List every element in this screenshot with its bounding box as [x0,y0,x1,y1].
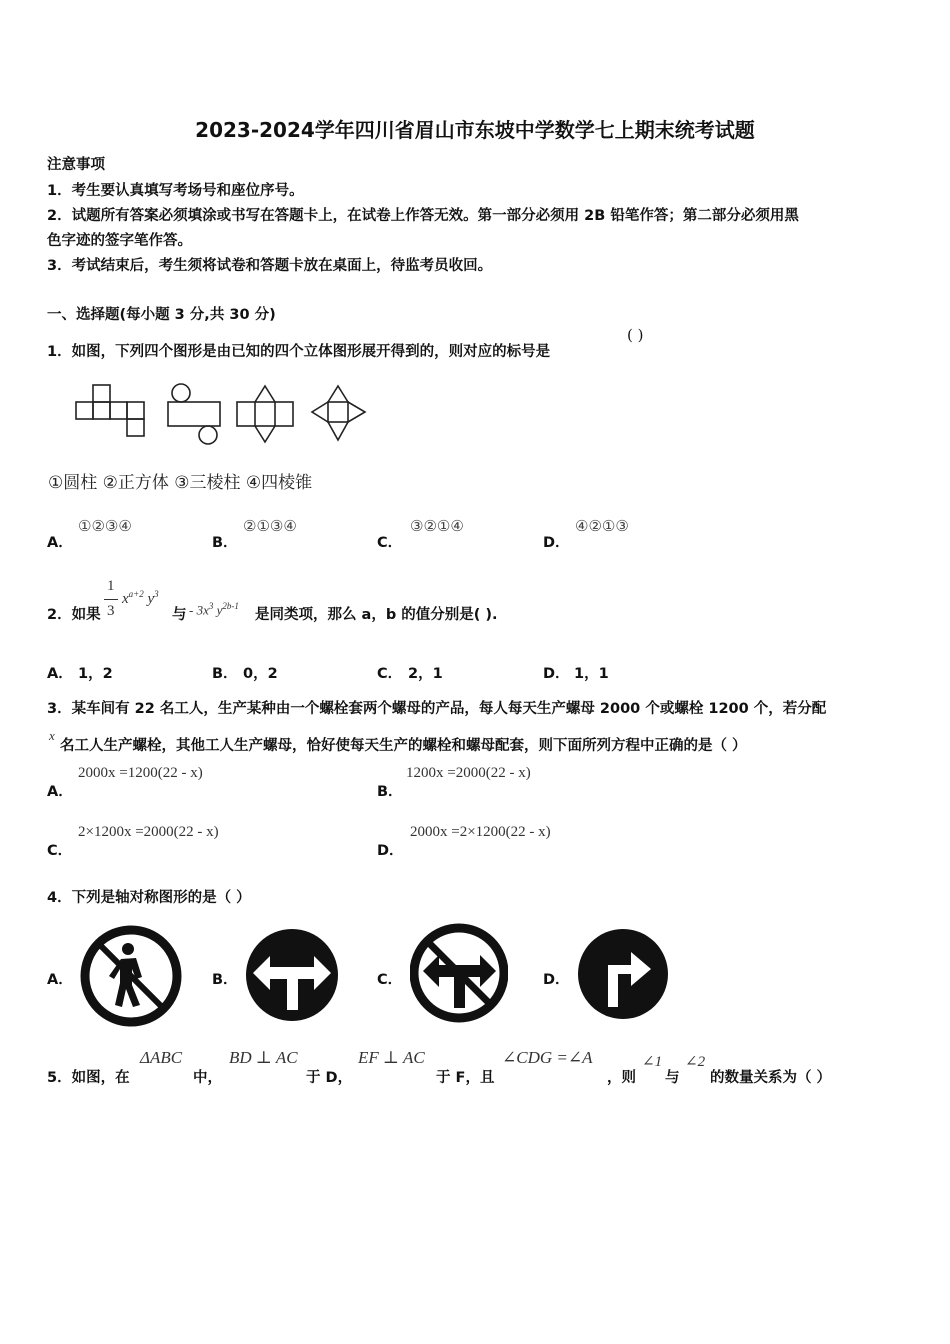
option-equation: 2000x =2×1200(22 - x) [410,824,551,840]
section-heading: 一、选择题(每小题 3 分,共 30 分) [47,307,276,323]
option-label: C． [377,666,403,682]
math-perp-ef: EF ⊥ AC [358,1048,425,1067]
option-label: B． [377,784,403,800]
term-1 [122,589,159,608]
option-value: ②①③④ [243,517,297,535]
cylinder-net [168,384,220,444]
pyramid-net [312,386,365,440]
notice-item: 3．考试结束后，考生须将试卷和答题卡放在桌面上，待监考员收回。 [47,258,493,274]
fraction-bar [104,599,118,600]
net-figures [72,380,372,448]
option-label: D． [377,843,404,859]
option-label: D． [543,972,570,988]
option-label: C． [377,972,403,988]
word-and: 与 [172,607,187,623]
question-2-suffix: 是同类项，那么 a，b 的值分别是( ). [255,607,498,623]
question-1-text: 1．如图，下列四个图形是由已知的四个立体图形展开得到的，则对应的标号是 [47,344,551,360]
var-y: y [147,591,155,607]
math-perp-bd: BD ⊥ AC [229,1048,298,1067]
option-label: A． [47,666,73,682]
option-label: D． [543,535,570,551]
var-y: y [216,602,223,618]
term-2 [189,601,239,618]
option-label: B． [212,535,238,551]
notice-item: 2．试题所有答案必须填涂或书写在答题卡上，在试卷上作答无效。第一部分必须用 2B 铅笔作答；第二部分必须用黑 [47,208,799,224]
option-label: C． [47,843,73,859]
question-3-line1: 3．某车间有 22 名工人，生产某种由一个螺栓套两个螺母的产品，每人每天生产螺母 2000 个或螺栓 1200 个，若分配 [47,701,827,717]
no-left-right-turn-sign-icon [410,922,508,1024]
option-value: 0，2 [243,666,278,682]
math-angle-1: ∠1 [642,1054,663,1070]
option-label: D． [543,666,570,682]
notice-item: 色字迹的签字笔作答。 [47,233,192,249]
notice-item: 1．考生要认真填写考场号和座位序号。 [47,183,304,199]
notice-heading: 注意事项 [47,157,105,173]
option-label: A． [47,972,73,988]
question-5-part: 中， [193,1070,222,1086]
no-pedestrian-sign-icon [76,925,186,1027]
exponent: 3 [154,589,159,599]
option-label: B． [212,666,238,682]
solid-names: ①圆柱 ②正方体 ③三棱柱 ④四棱锥 [48,473,313,493]
question-5-part: 于 F，且 [436,1070,495,1086]
option-label: A． [47,784,73,800]
question-3-line2: 名工人生产螺栓，其他工人生产螺母，恰好使每天生产的螺栓和螺母配套，则下面所列方程中正确的是（ ） [60,738,747,754]
option-value: ④②①③ [575,517,629,535]
option-label: B． [212,972,238,988]
question-5-part: ，则 [607,1070,636,1086]
option-equation: 2×1200x =2000(22 - x) [78,824,219,840]
prism-net [237,386,293,442]
turn-right-sign-icon [575,925,671,1023]
page-title: 2023-2024学年四川省眉山市东坡中学数学七上期末统考试题 [195,118,755,142]
var-x: x [49,728,55,743]
question-5-part: 与 [665,1070,680,1086]
option-value: 1，1 [574,666,609,682]
cube-net [76,385,144,436]
question-5-part: 5．如图，在 [47,1070,130,1086]
math-angle-2: ∠2 [685,1054,706,1070]
option-value: ③②①④ [410,517,464,535]
option-label: C． [377,535,403,551]
math-triangle: ΔABC [140,1048,183,1067]
option-value: 1，2 [78,666,113,682]
exponent: 3 [208,601,214,611]
var-x: x [122,591,129,607]
exponent: a+2 [128,589,144,599]
fraction-denominator: 3 [107,603,115,619]
option-equation: 1200x =2000(22 - x) [406,765,531,781]
option-value: 2，1 [408,666,443,682]
math-angle-eq: ∠CDG =∠A [502,1048,593,1067]
question-5-part: 的数量关系为（ ） [710,1070,832,1086]
coef: - 3x [189,602,209,618]
turn-left-or-right-sign-icon [243,926,341,1024]
question-2-prefix: 2．如果 [47,607,101,623]
option-label: A． [47,535,73,551]
question-4-text: 4．下列是轴对称图形的是（ ） [47,890,251,906]
answer-paren: ( ) [627,326,644,344]
option-value: ①②③④ [78,517,132,535]
question-5-part: 于 D， [306,1070,353,1086]
option-equation: 2000x =1200(22 - x) [78,765,203,781]
exponent: 2b-1 [222,601,239,611]
fraction-numerator: 1 [107,578,115,594]
